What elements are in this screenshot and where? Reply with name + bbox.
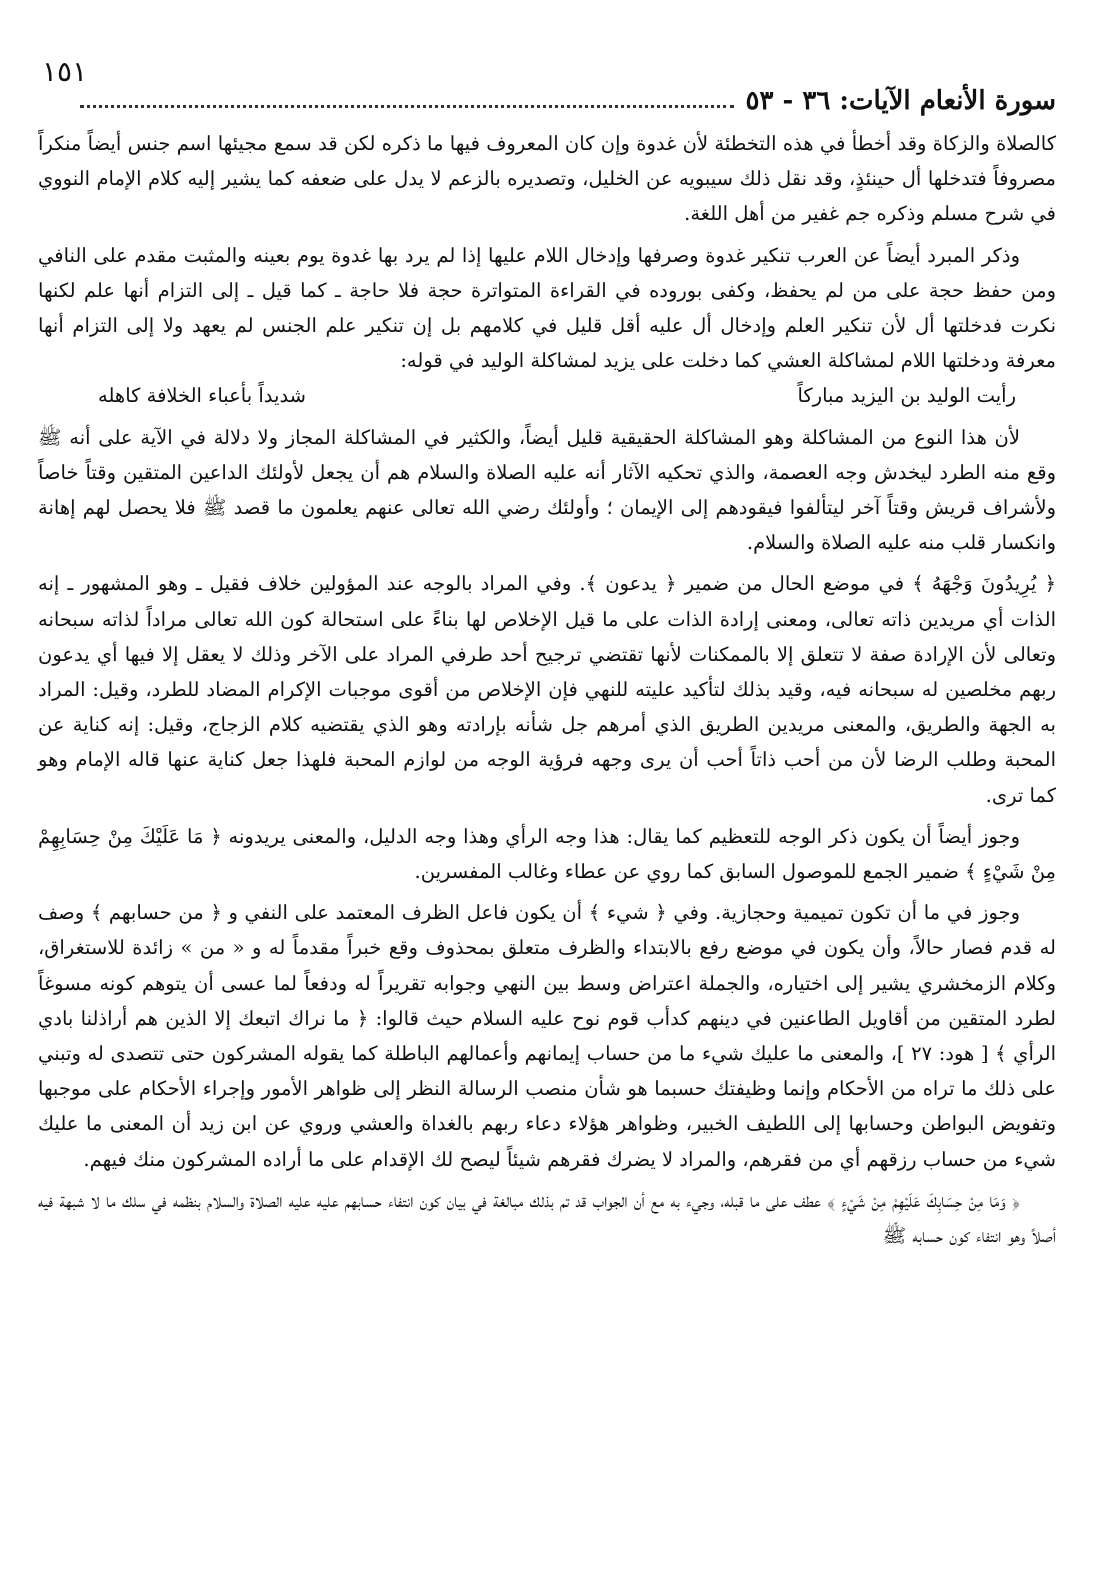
paragraph: ﴿ يُرِيدُونَ وَجْهَهُ ﴾ في موضع الحال من ضمير ﴿ يدعون ﴾. وفي المراد بالوجه عند المؤولين خلاف فقيل ـ وهو المشهور ـ إنه الذات أي مريدين ذاته تعالى، ومعنى إرادة الذات على ما قيل الإخلاص لها بناءً على استحالة كون الله تعالى مراداً لذاته سبحانه وتعالى لأن الإرادة صفة لا تتعلق إلا بالممكنات لأنها تقتضي ترجيح أحد طرفي المراد على الآخر وذلك لا يعقل إلا فيها أي يدعون ربهم مخلصين له سبحانه فيه، وقيد بذلك لتأكيد عليته للنهي فإن الإخلاص من أقوى موجبات الإكرام المضاد للطرد، وقيل: المراد به الجهة والطريق، والمعنى مريدين الطريق الذي أمرهم جل شأنه بإرادته وهو الذي يقتضيه كلام الزجاج، وقيل: إنه كناية عن المحبة وطلب الرضا لأن من أحب ذاتاً أحب أن يرى وجهه فرؤية الوجه من لوازم المحبة فلهذا جعل كناية عنها قاله الإمام وهو كما ترى. [38,572,1056,807]
verse-first-hemistich: رأيت الوليد بن اليزيد مباركاً [797,384,1016,408]
running-header [40,55,1056,116]
paragraph: لأن هذا النوع من المشاكلة وهو المشاكلة الحقيقية قليل أيضاً، والكثير في المشاكلة المجاز ولا دلالة في الآية على أنه ﷺ وقع منه الطرد ليخدش وجه العصمة، والذي تحكيه الآثار أنه عليه الصلاة والسلام هم أن يجعل لأولئك الداعين المتقين وقتاً خاصاً ولأشراف قريش وقتاً آخر ليتألفوا فيقودهم إلى الإيمان ؛ وأولئك رضي الله تعالى عنهم يعلمون ما قصد ﷺ فلا يحصل لهم إهانة وانكسار قلب منه عليه الصلاة والسلام. [38,425,1056,555]
paragraph: ﴿ وَمَا مِنْ حِسَابِكَ عَلَيْهِمْ مِنْ شَيْءٍ ﴾ عطف على ما قبله، وجيء به مع أن الجواب قد تم بذلك مبالغة في بيان كون انتفاء حسابهم عليه عليه الصلاة والسلام بنظمه في سلك ما لا شبهة فيه أصلاً وهو انتفاء كون حسابه ﷺ [38,1188,1056,1248]
verse-second-hemistich: شديداً بأعباء الخلافة كاهله [98,384,307,408]
page-number: ١٥١ [42,55,88,88]
header-title: سورة الأنعام الآيات: ٣٦ - ٥٣ [745,86,1056,116]
paragraph: وجوز أيضاً أن يكون ذكر الوجه للتعظيم كما يقال: هذا وجه الرأي وهذا وجه الدليل، والمعنى يريدونه ﴿ مَا عَلَيْكَ مِنْ حِسَابِهِمْ مِنْ شَيْءٍ ﴾ ضمير الجمع للموصول السابق كما روي عن عطاء وغالب المفسرين. [38,824,1056,884]
paragraph: وجوز في ما أن تكون تميمية وحجازية. وفي ﴿ شيء ﴾ أن يكون فاعل الظرف المعتمد على النفي و ﴿ من حسابهم ﴾ وصف له قدم فصار حالاً، وأن يكون في موضع رفع بالابتداء والظرف متعلق بمحذوف وقع خبراً مقدماً له و « من » زائدة للاستغراق، وكلام الزمخشري يشير إلى اختياره، والجملة اعتراض وسط بين النهي وجوابه تقريراً له ودفعاً لما عسى أن يتوهم كونه مسوغاً لطرد المتقين من أقاويل الطاعنين في دينهم كدأب قوم نوح عليه السلام حيث قالوا: ﴿ ما نراك اتبعك إلا الذين هم أراذلنا بادي الرأي ﴾ [ هود: ٢٧ ]، والمعنى ما عليك شيء ما من حساب إيمانهم وأعمالهم الباطلة كما يقوله المشركون حتى تتصدى له وتبني على ذلك ما تراه من الأحكام وإنما وظيفتك حسبما هو شأن منصب الرسالة النظر إلى ظواهر الأمور وإجراء الأحكام على موجبها وتفويض البواطن وحسابها إلى اللطيف الخبير، وظواهر هؤلاء دعاء ربهم بالغداة والعشي وروي عن ابن زيد أن المعنى ما عليك شيء من حساب رزقهم أي من فقرهم، والمراد لا يضرك فقرهم شيئاً ليصح لك الإقدام على ما أراده المشركون منك فيهم. [38,901,1056,1171]
header-dotted-leader [80,104,734,108]
poetry-verse [38,378,1056,413]
paragraph: وذكر المبرد أيضاً عن العرب تنكير غدوة وصرفها وإدخال اللام عليها إذا لم يرد بها غدوة يوم بعينه والمثبت مقدم على النافي ومن حفظ حجة على من لم يحفظ، وكفى بوروده في القراءة المتواترة حجة فلا حاجة ـ كما قيل ـ إلى التزام أنها علم لكنها نكرت فدخلتها أل لأن تنكير العلم وإدخال أل عليه أقل قليل في كلامهم بل إن تنكير علم الجنس لم يعهد ولا إلى التزام أنها معرفة ودخلتها اللام لمشاكلة العشي كما دخلت على يزيد لمشاكلة الوليد في قوله: [38,243,1056,373]
paragraph: كالصلاة والزكاة وقد أخطأ في هذه التخطئة لأن غدوة وإن كان المعروف فيها ما ذكره لكن قد سمع مجيئها اسم جنس أيضاً منكراً مصروفاً فتدخلها أل حينئذٍ، وقد نقل ذلك سيبويه عن الخليل، وتصديره بالزعم لا يدل على ضعفه كما يشير إليه كلام الإمام النووي في شرح مسلم وذكره جم غفير من أهل اللغة. [38,132,1056,226]
body-text [38,126,1056,1253]
